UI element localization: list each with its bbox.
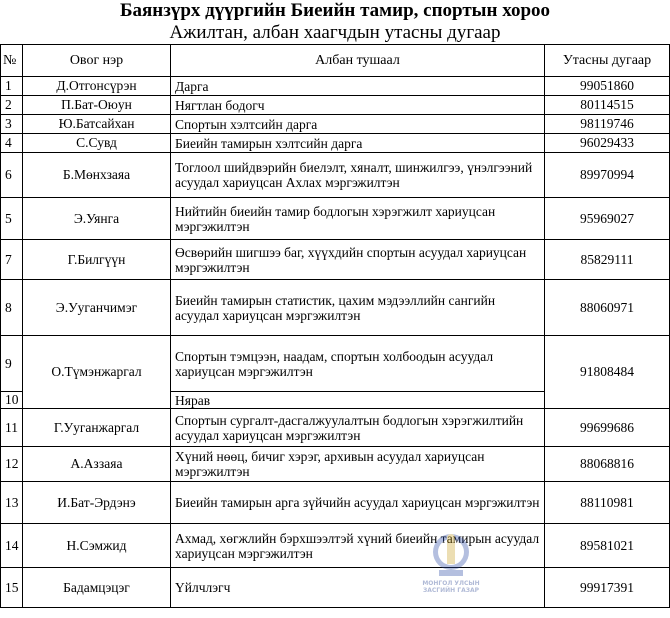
employee-position: Нярав xyxy=(171,392,545,409)
table-row xyxy=(1,524,670,568)
row-number: 10 xyxy=(1,392,23,409)
table-row xyxy=(1,336,670,392)
employee-name: А.Аззаяа xyxy=(23,447,171,482)
employee-name: Э.Уянга xyxy=(23,198,171,240)
table-row xyxy=(1,115,670,134)
employee-position: Биеийн тамирын арга зүйчийн асуудал хариуцсан мэргэжилтэн xyxy=(171,482,545,524)
employee-name: Н.Сэмжид xyxy=(23,524,171,568)
employee-name: Г.Ууганжаргал xyxy=(23,409,171,447)
employee-name: П.Бат-Оюун xyxy=(23,96,171,115)
employee-name: С.Сувд xyxy=(23,134,171,153)
employee-position: Ахмад, хөгжлийн бэрхшээлтэй хүний биеийн тамирын асуудал хариуцсан мэргэжилтэн xyxy=(171,524,545,568)
table-row xyxy=(1,134,670,153)
page-subtitle: Ажилтан, албан хаагчдын утасны дугаар xyxy=(169,22,501,43)
employee-position: Спортын тэмцээн, наадам, спортын холбоодын асуудал хариуцсан мэргэжилтэн xyxy=(171,336,545,392)
table-row xyxy=(1,198,670,240)
employee-position: Биеийн тамирын статистик, цахим мэдээллийн сангийн асуудал хариуцсан мэргэжилтэн xyxy=(171,280,545,336)
table-row xyxy=(1,409,670,447)
row-number: 5 xyxy=(1,198,23,240)
table-row xyxy=(1,96,670,115)
row-number: 4 xyxy=(1,134,23,153)
employee-name: О.Түмэнжаргал xyxy=(23,336,171,409)
employee-phone: 91808484 xyxy=(545,336,670,409)
employee-position: Өсвөрийн шигшээ баг, хүүхдийн спортын асуудал хариуцсан мэргэжилтэн xyxy=(171,240,545,280)
row-number: 1 xyxy=(1,77,23,96)
employee-name: Ю.Батсайхан xyxy=(23,115,171,134)
employee-position: Нийтийн биеийн тамир бодлогын хэрэгжилт хариуцсан мэргэжилтэн xyxy=(171,198,545,240)
employee-phone: 98119746 xyxy=(545,115,670,134)
employee-name: И.Бат-Эрдэнэ xyxy=(23,482,171,524)
header-number: № xyxy=(1,45,23,77)
header-phone: Утасны дугаар xyxy=(545,45,670,77)
header-name: Овог нэр xyxy=(23,45,171,77)
table-row xyxy=(1,568,670,608)
employee-phone: 96029433 xyxy=(545,134,670,153)
row-number: 3 xyxy=(1,115,23,134)
employee-position: Нягтлан бодогч xyxy=(171,96,545,115)
row-number: 15 xyxy=(1,568,23,608)
employee-position: Тоглоол шийдвэрийн биелэлт, хяналт, шинжилгээ, үнэлгээний асуудал хариуцсан Ахлах мэргэжилтэн xyxy=(171,153,545,198)
row-number: 14 xyxy=(1,524,23,568)
watermark-line-2: ЗАСГИЙН ГАЗАР xyxy=(422,587,480,594)
employee-phone: 89970994 xyxy=(545,153,670,198)
table-row xyxy=(1,447,670,482)
row-number: 11 xyxy=(1,409,23,447)
row-number: 7 xyxy=(1,240,23,280)
employee-name: Э.Ууганчимэг xyxy=(23,280,171,336)
table-row xyxy=(1,482,670,524)
row-number: 12 xyxy=(1,447,23,482)
employee-name: Г.Билгүүн xyxy=(23,240,171,280)
employee-position: Хүний нөөц, бичиг хэрэг, архивын асуудал хариуцсан мэргэжилтэн xyxy=(171,447,545,482)
table-row xyxy=(1,240,670,280)
row-number: 9 xyxy=(1,336,23,392)
table-row xyxy=(1,280,670,336)
government-watermark xyxy=(420,530,482,604)
employee-phone: 88060971 xyxy=(545,280,670,336)
employee-position: Дарга xyxy=(171,77,545,96)
table-header-row xyxy=(1,45,670,77)
employee-position: Үйлчлэгч xyxy=(171,568,545,608)
row-number: 6 xyxy=(1,153,23,198)
watermark-line-1: МОНГОЛ УЛСЫН xyxy=(422,580,480,587)
employee-name: Б.Мөнхзаяа xyxy=(23,153,171,198)
employee-phone: 80114515 xyxy=(545,96,670,115)
row-number: 2 xyxy=(1,96,23,115)
staff-phone-table xyxy=(0,44,670,608)
employee-name: Бадамцэцэг xyxy=(23,568,171,608)
employee-phone: 85829111 xyxy=(545,240,670,280)
employee-phone: 99917391 xyxy=(545,568,670,608)
header-position: Албан тушаал xyxy=(171,45,545,77)
row-number: 8 xyxy=(1,280,23,336)
page-title: Баянзүрх дүүргийн Биеийн тамир, спортын хороо xyxy=(119,0,551,21)
table-row xyxy=(1,77,670,96)
employee-position: Спортын сургалт-дасгалжуулалтын бодлогын хэрэгжилтийн асуудал хариуцсан мэргэжилтэн xyxy=(171,409,545,447)
state-emblem-icon xyxy=(431,530,471,580)
employee-phone: 88068816 xyxy=(545,447,670,482)
employee-position: Спортын хэлтсийн дарга xyxy=(171,115,545,134)
employee-name: Д.Отгонсүрэн xyxy=(23,77,171,96)
employee-position: Биеийн тамирын хэлтсийн дарга xyxy=(171,134,545,153)
employee-phone: 99051860 xyxy=(545,77,670,96)
employee-phone: 95969027 xyxy=(545,198,670,240)
employee-phone: 99699686 xyxy=(545,409,670,447)
employee-phone: 88110981 xyxy=(545,482,670,524)
table-row xyxy=(1,153,670,198)
employee-phone: 89581021 xyxy=(545,524,670,568)
row-number: 13 xyxy=(1,482,23,524)
